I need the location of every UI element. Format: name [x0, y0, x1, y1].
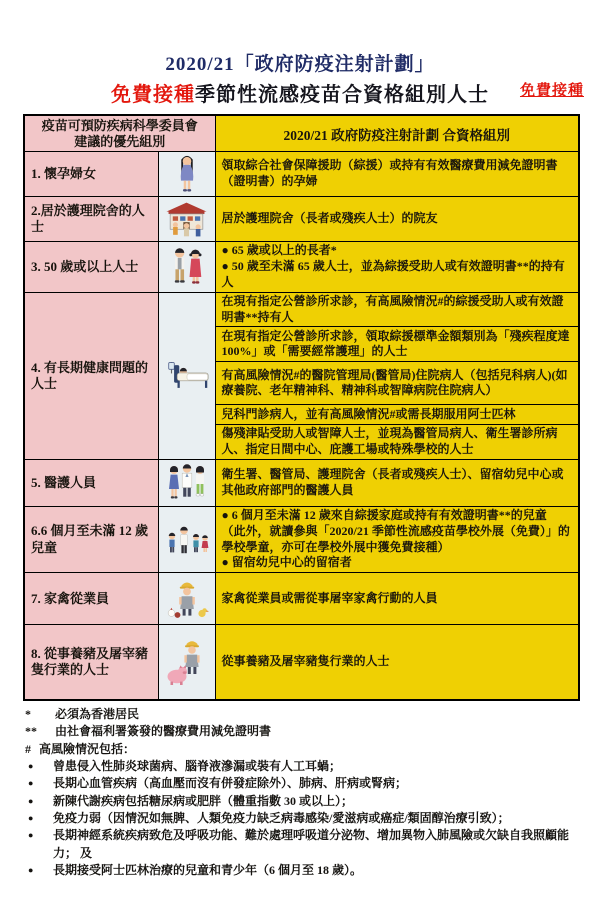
content-line: ● 留宿幼兒中心的留宿者 [221, 555, 352, 570]
table-row [24, 459, 579, 506]
table-header-row [24, 115, 579, 152]
row1-icon-cell [158, 152, 215, 197]
content-line: 家禽從業員或需從事屠宰家禽行動的人員 [221, 590, 438, 605]
table-row [24, 242, 579, 292]
row5-label: 5. 醫護人員 [24, 459, 158, 506]
high-risk-item [25, 758, 583, 775]
content-line: 有高風險情況#的醫院管理局(醫管局)住院病人（包括兒科病人)(如療養院、老年精神科、精神科或智障病院住院病人） [221, 367, 568, 398]
content-line: 兒科門診病人，並有高風險情況#或需長期服用阿士匹林 [221, 406, 516, 421]
poultry-worker-icon [165, 577, 209, 621]
subtitle-rest-part: 季節性流感疫苗合資格組別人士 [195, 84, 489, 106]
content-line: ● 6 個月至未滿 12 歲來自綜援家庭或持有有效證明書**的兒童 [221, 507, 547, 522]
row8-label: 8. 從事養豬及屠宰豬隻行業的人士 [24, 625, 158, 700]
row1-content [215, 152, 579, 197]
row8-content [215, 625, 579, 700]
table-row [24, 506, 579, 572]
high-risk-item-text: 長期神經系統疾病致危及呼吸功能、難於處理呼吸道分泌物、增加異物入肺風險或欠缺自我照顧能力； 及 [53, 828, 570, 860]
content-line: 衛生署、醫管局、護理院舍（長者或殘疾人士）、留宿幼兒中心或其他政府部門的醫護人員 [221, 467, 564, 497]
page-subtitle [0, 78, 600, 107]
content-line: 在現有指定公營診所求診，領取綜援標準金額類別為「殘疾程度達100%」或「需要經常護理」的人士 [221, 328, 570, 359]
row1-label: 1. 懷孕婦女 [24, 152, 158, 197]
header-eligible-groups: 2020/21 政府防疫注射計劃 合資格組別 [215, 115, 579, 152]
row6-icon-cell [158, 506, 215, 572]
content-line: 在現有指定公營診所求診，有高風險情況#的綜援受助人或有效證明書**持有人 [221, 293, 564, 324]
footnote-marker: * [25, 706, 31, 721]
free-vaccination-tag: 免費接種 [519, 83, 584, 99]
hospital-patient-icon [163, 360, 211, 391]
high-risk-item-text: 曾患侵入性肺炎球菌病、腦脊液滲漏或裝有人工耳蝸； [53, 758, 342, 773]
row4-subrow-content [215, 292, 579, 327]
row6-label: 6.6 個月至未滿 12 歲兒童 [24, 506, 158, 572]
row7-content [215, 573, 579, 625]
page-title: 2020/21「政府防疫注射計劃」 [165, 54, 435, 75]
content-line: 領取綜合社會保障援助（綜援）或持有有效醫療費用減免證明書（證明書）的孕婦 [221, 158, 558, 189]
row4-subrow-content [215, 327, 579, 362]
row4-subrow-content [215, 425, 579, 460]
row4-subrow-content [215, 362, 579, 405]
row3-label: 3. 50 歲或以上人士 [24, 242, 158, 292]
care-home-icon [163, 200, 210, 238]
row7-label: 7. 家禽從業員 [24, 573, 158, 625]
content-line: 傷殘津貼受助人或智障人士，並現為醫管局病人、衛生署診所病人、指定日間中心、庇護工場或特殊學校的人士 [221, 426, 558, 457]
row3-content [215, 242, 579, 292]
table-row [24, 197, 579, 242]
table-row [24, 292, 579, 327]
table-row [24, 152, 579, 197]
high-risk-heading-text: 高風險情況包括： [39, 741, 136, 756]
header-left-line1: 疫苗可預防疾病科學委員會 [41, 118, 198, 133]
hash-marker: # [25, 741, 31, 756]
table-row [24, 625, 579, 700]
row5-content [215, 459, 579, 506]
subtitle-free-part: 免費接種 [111, 84, 195, 106]
content-line: 從事養豬及屠宰豬隻行業的人士 [221, 654, 390, 669]
high-risk-item [25, 862, 583, 879]
bullet-icon: ● [28, 830, 34, 841]
high-risk-item-text: 免疫力弱（因情況如無脾、人類免疫力缺乏病毒感染/愛滋病或癌症/類固醇治療引致）； [53, 811, 510, 826]
footnote-text: 必須為香港居民 [55, 706, 140, 721]
high-risk-item [25, 827, 583, 862]
content-line: ● 50 歲至未滿 65 歲人士，並為綜援受助人或有效證明書**的持有人 [221, 259, 565, 289]
row6-content [215, 506, 579, 572]
row5-icon-cell [158, 459, 215, 506]
bullet-icon: ● [28, 795, 34, 806]
content-line: （此外，就讀參與「2020/21 季節性流感疫苗學校外展（免費）」的學校學童，亦可在學校外展中獲免費接種） [221, 523, 570, 554]
row2-icon-cell [158, 197, 215, 242]
footnotes-section [25, 706, 583, 880]
pig-farmer-icon [165, 638, 209, 686]
row4-subrow-content [215, 405, 579, 425]
elderly-couple-icon [168, 246, 206, 288]
footnote-text: 由社會福利署簽發的醫療費用減免證明書 [55, 723, 272, 738]
row7-icon-cell [158, 573, 215, 625]
high-risk-item [25, 793, 583, 810]
pregnant-woman-icon [174, 153, 200, 195]
bullet-icon: ● [28, 865, 34, 876]
content-line: ● 65 歲或以上的長者* [221, 243, 337, 258]
high-risk-item-text: 新陳代謝疾病包括糖尿病或肥胖（體重指數 30 或以上）； [53, 793, 354, 808]
high-risk-item-text: 長期接受阿士匹林治療的兒童和青少年（6 個月至 18 歲）。 [53, 863, 363, 878]
bullet-icon: ● [28, 760, 34, 771]
row3-icon-cell [158, 242, 215, 292]
bullet-icon: ● [28, 778, 34, 789]
high-risk-item [25, 775, 583, 792]
header-left-line2: 建議的優先組別 [74, 133, 166, 149]
footnote-hk-resident [25, 706, 583, 723]
high-risk-item-text: 長期心血管疾病（高血壓而沒有併發症除外）、肺病、肝病或腎病； [53, 776, 408, 791]
high-risk-item [25, 810, 583, 827]
header-priority-groups [24, 115, 215, 152]
row2-content [215, 197, 579, 242]
table-row [24, 573, 579, 625]
medical-staff-icon [165, 461, 209, 505]
row2-label: 2.居於護理院舍的人士 [24, 197, 158, 242]
row4-label: 4. 有長期健康問題的人士 [24, 292, 158, 459]
footnote-fee-waiver [25, 723, 583, 740]
high-risk-heading [25, 741, 583, 758]
row4-icon-cell [158, 292, 215, 459]
footnote-marker: ** [25, 723, 37, 738]
bullet-icon: ● [28, 813, 34, 824]
eligibility-table [23, 114, 580, 701]
children-icon [165, 523, 209, 557]
content-line: 居於護理院舍（長者或殘疾人士）的院友 [221, 211, 438, 226]
row8-icon-cell [158, 625, 215, 700]
